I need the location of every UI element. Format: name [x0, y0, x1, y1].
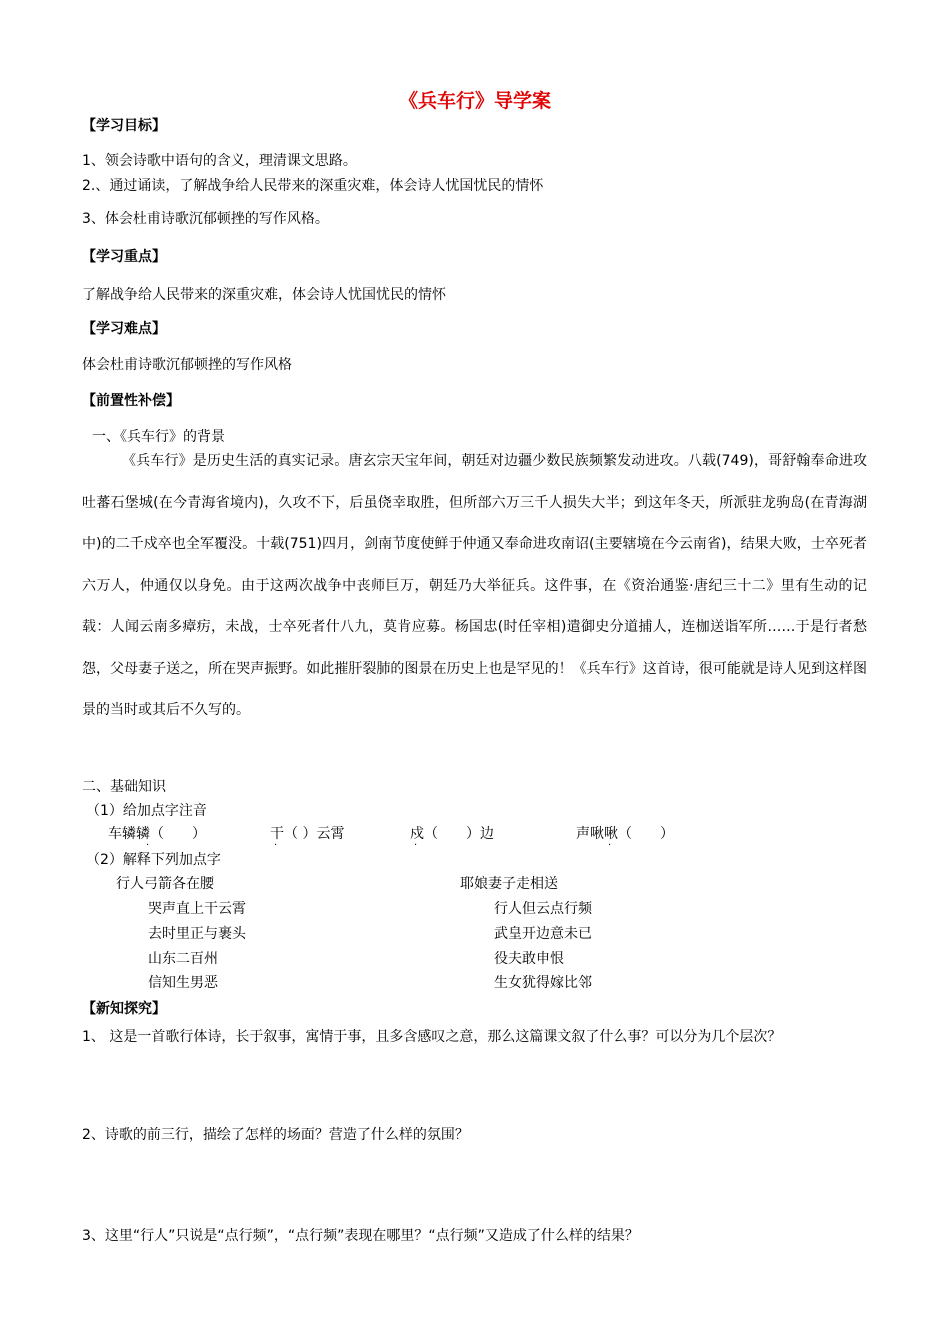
define-item-left: 去时里正与裹头	[148, 926, 246, 942]
define-item-right: 役夫敢申恨	[494, 951, 564, 967]
pinyin-question-title: （1）给加点字注音	[86, 803, 207, 819]
emphasis-dot: ·	[274, 840, 278, 851]
define-item-left: 哭声直上干云霄	[148, 901, 246, 917]
define-item-left: 山东二百州	[148, 951, 218, 967]
define-item-right: 耶娘妻子走相送	[460, 876, 558, 892]
focus-text: 了解战争给人民带来的深重灾难，体会诗人忧国忧民的情怀	[82, 287, 446, 303]
explore-question: 3、这里“行人”只说是“点行频”，“点行频”表现在哪里？“点行频”又造成了什么样的结果？	[82, 1228, 639, 1244]
pinyin-item: 车辚辚（ ）	[108, 826, 206, 842]
focus-heading: 【学习重点】	[82, 249, 166, 265]
background-section-title: 一、《兵车行》的背景	[92, 429, 225, 445]
difficulty-text: 体会杜甫诗歌沉郁顿挫的写作风格	[82, 357, 292, 373]
emphasis-dot: ·	[608, 840, 612, 851]
explore-question: 2、诗歌的前三行，描绘了怎样的场面？营造了什么样的氛围？	[82, 1127, 469, 1143]
goals-heading: 【学习目标】	[82, 118, 166, 134]
define-item-right: 武皇开边意未已	[494, 926, 592, 942]
background-paragraph: 《兵车行》是历史生活的真实记录。唐玄宗天宝年间，朝廷对边疆少数民族频繁发动进攻。八载(749)，哥舒翰奉命进攻吐蕃石堡城(在今青海省境内)，久攻不下，后虽侥幸取胜，但所部六万三千人损失大半；到这年冬天，所派驻龙驹岛(在青海湖中)的二千戍卒也全军覆没。十载(751)四月，剑南节度使鲜于仲通又奉命进攻南诏(主要辖境在今云南省)，结果大败，士卒死者六万人，仲通仅以身免。由于这两次战争中丧师巨万，朝廷乃大举征兵。这件事，在《资治通鉴·唐纪三十二》里有生动的记载：人闻云南多瘴疠，未战，士卒死者什八九，莫肯应募。杨国忠(时任宰相)遣御史分道捕人，连枷送诣军所……于是行者愁怨，父母妻子送之，所在哭声振野。如此摧肝裂肺的图景在历史上也是罕见的！《兵车行》这首诗，很可能就是诗人见到这样图景的当时或其后不久写的。	[82, 453, 867, 718]
difficulty-heading: 【学习难点】	[82, 321, 166, 337]
pinyin-item: 戍（ ）边	[410, 826, 494, 842]
emphasis-dot: ·	[414, 840, 418, 851]
define-item-right: 生女犹得嫁比邻	[494, 975, 592, 991]
define-item-right: 行人但云点行频	[494, 901, 592, 917]
pinyin-item: 声啾啾（ ）	[576, 826, 674, 842]
goal-item: 1、领会诗歌中语句的含义，理清课文思路。	[82, 153, 357, 169]
goal-item: 2.、通过诵读，了解战争给人民带来的深重灾难，体会诗人忧国忧民的情怀	[82, 178, 544, 194]
preview-heading: 【前置性补偿】	[82, 393, 180, 409]
define-item-left: 行人弓箭各在腰	[116, 876, 214, 892]
emphasis-dot: ·	[146, 840, 150, 851]
define-question-title: （2）解释下列加点字	[86, 852, 221, 868]
basics-section-title: 二、基础知识	[82, 779, 166, 795]
define-item-left: 信知生男恶	[148, 975, 218, 991]
goal-item: 3、体会杜甫诗歌沉郁顿挫的写作风格。	[82, 211, 329, 227]
explore-heading: 【新知探究】	[82, 1001, 166, 1017]
explore-question: 1、 这是一首歌行体诗，长于叙事，寓情于事，且多含感叹之意，那么这篇课文叙了什么事？可以分为几个层次？	[82, 1029, 782, 1045]
document-title: 《兵车行》导学案	[398, 90, 551, 112]
pinyin-item: 干（ ）云霄	[270, 826, 345, 842]
